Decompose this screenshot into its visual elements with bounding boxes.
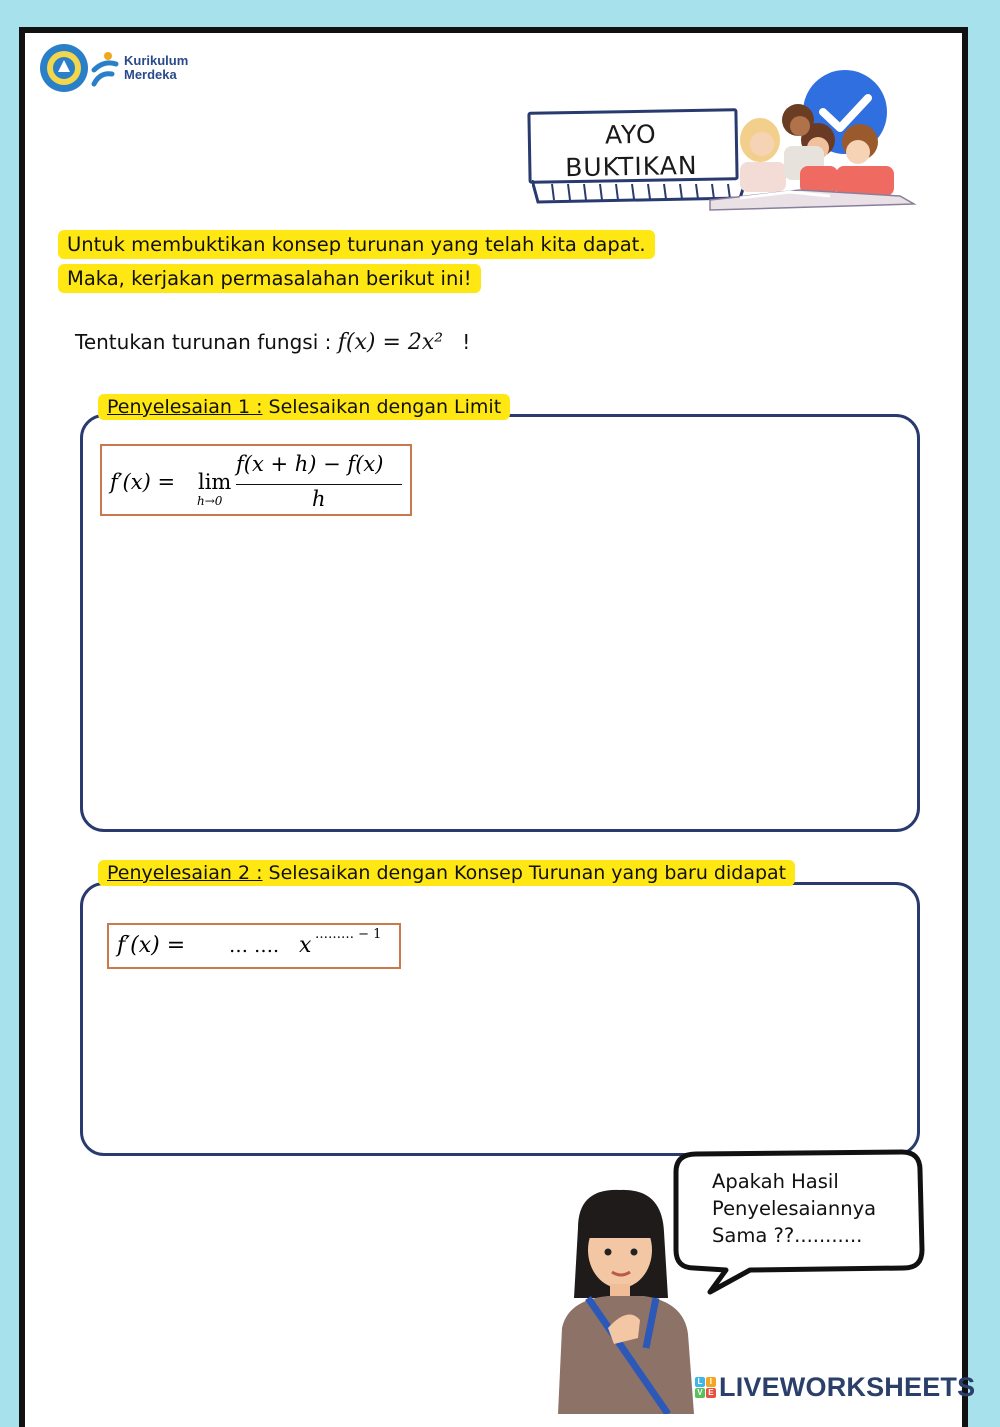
section-2-title: Penyelesaian 2 : [107, 862, 263, 884]
problem-function: f(x) = 2x² [337, 330, 444, 355]
watermark-text: LIVEWORKSHEETS [719, 1372, 976, 1402]
problem-end: ! [462, 330, 471, 354]
tut-wuri-emblem-icon [38, 42, 90, 94]
bubble-line-1: Apakah Hasil [712, 1170, 839, 1193]
section-2-instruction: Selesaikan dengan Konsep Turunan yang baru didapat [268, 862, 787, 884]
speech-bubble-text [712, 1168, 876, 1249]
formula-2-lhs: f′(x) = [117, 933, 186, 958]
badge-letter-3: V [695, 1388, 705, 1398]
formula-2-variable: x [299, 933, 312, 958]
liveworksheets-watermark [695, 1372, 975, 1403]
banner-line-1: AYO [604, 119, 657, 150]
formula-1-denominator: h [312, 487, 326, 511]
formula-2-exponent[interactable]: ……… − 1 [315, 927, 382, 942]
intro-line-2: Maka, kerjakan permasalahan berikut ini! [58, 264, 481, 293]
problem-text: Tentukan turunan fungsi : [75, 330, 332, 354]
liveworksheets-badge-icon [695, 1377, 716, 1398]
intro-line-1: Untuk membuktikan konsep turunan yang telah kita dapat. [58, 230, 655, 259]
section-1-label [98, 394, 510, 420]
logo-line-1: Kurikulum [124, 53, 189, 68]
section-1-title: Penyelesaian 1 : [107, 396, 263, 418]
bubble-line-2: Penyelesaiannya [712, 1197, 877, 1220]
limit-formula [100, 444, 412, 516]
kurikulum-merdeka-logo [38, 42, 188, 94]
badge-letter-1: L [695, 1377, 705, 1387]
logo-line-2: Merdeka [124, 67, 177, 82]
section-2-label [98, 860, 795, 886]
banner-line-2: BUKTIKAN [564, 150, 698, 183]
badge-letter-2: I [706, 1377, 716, 1387]
formula-2-blank[interactable]: … …. [229, 935, 280, 957]
bubble-line-3: Sama ??........... [712, 1224, 863, 1247]
thinking-girl-illustration [548, 1188, 708, 1414]
merdeka-figure-icon [90, 48, 120, 88]
fraction-bar [236, 484, 402, 485]
formula-1-numerator: f(x + h) − f(x) [236, 452, 384, 476]
problem-statement [75, 330, 470, 355]
students-studying-illustration [700, 62, 925, 222]
formula-1-lhs: f′(x) = [110, 470, 176, 494]
formula-1-lim: lim [198, 470, 232, 494]
section-1-instruction: Selesaikan dengan Limit [268, 396, 502, 418]
formula-1-limit-sub: h→0 [197, 494, 223, 508]
power-rule-formula [107, 923, 401, 969]
badge-letter-4: E [706, 1388, 716, 1398]
